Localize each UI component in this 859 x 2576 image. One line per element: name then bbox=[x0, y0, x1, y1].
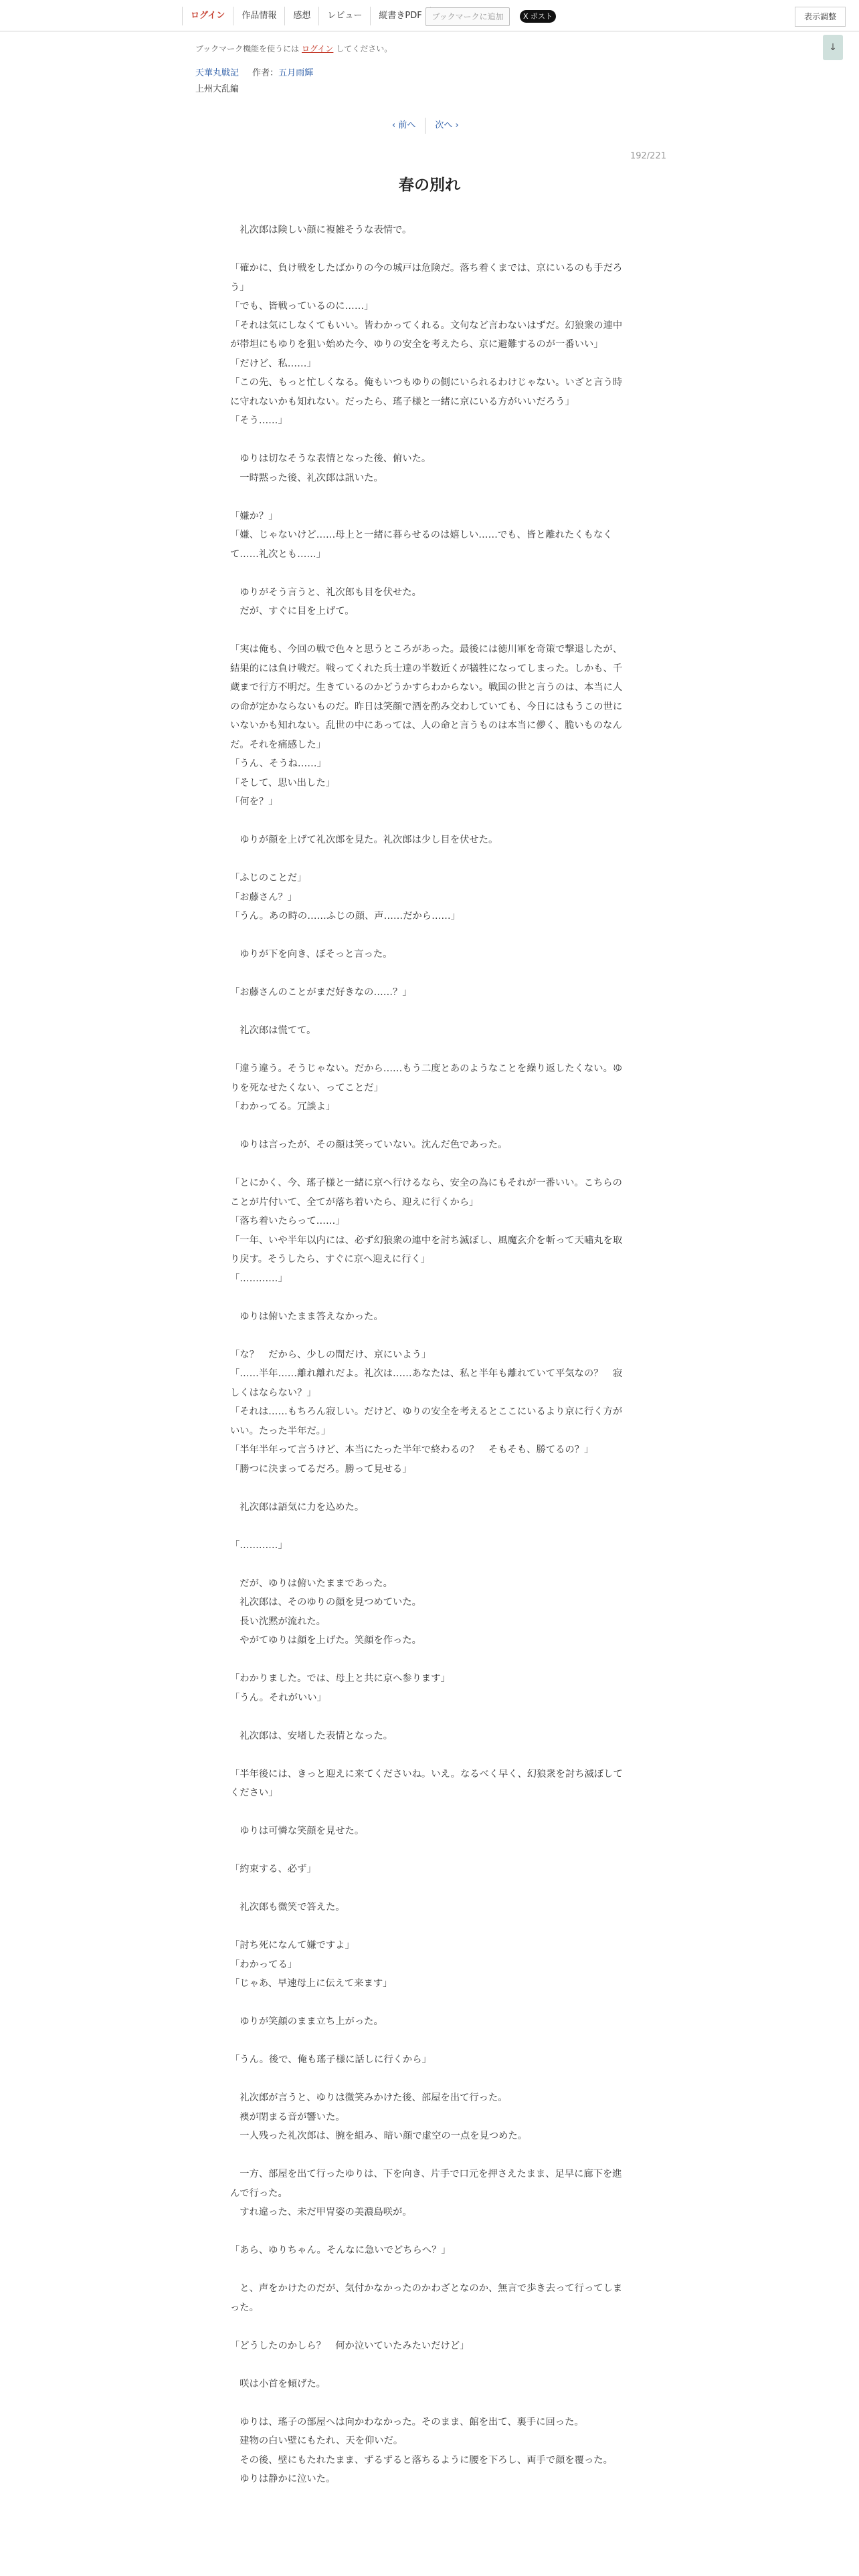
blank-line bbox=[230, 812, 625, 831]
body-paragraph: ゆりが下を向き、ぼそっと言った。 bbox=[230, 949, 393, 960]
body-paragraph: 「そして、思い出した」 bbox=[230, 777, 335, 788]
blank-line bbox=[230, 2032, 625, 2051]
blank-line bbox=[230, 1879, 625, 1899]
bookmark-login-notice bbox=[195, 43, 392, 54]
body-paragraph: ゆりは言ったが、その顔は笑っていない。沈んだ色であった。 bbox=[230, 1140, 508, 1150]
blank-line bbox=[230, 1155, 625, 1174]
blank-line bbox=[230, 2222, 625, 2242]
body-paragraph: 「半年半年って言うけど、本当にたった半年で終わるの？ そもそも、勝てるの？」 bbox=[230, 1444, 594, 1455]
blank-line bbox=[230, 850, 625, 869]
body-paragraph: ゆりは静かに泣いた。 bbox=[230, 2474, 336, 2484]
body-paragraph: 一時黙った後、礼次郎は訊いた。 bbox=[230, 472, 383, 484]
body-paragraph: 一方、部屋を出て行ったゆりは、下を向き、片手で口元を押さえたまま、足早に廊下を進んで行った。 bbox=[230, 2169, 622, 2199]
body-paragraph: ゆりは、瑤子の部屋へは向かわなかった。そのまま、館を出て、裏手に回った。 bbox=[230, 2416, 584, 2428]
body-paragraph: 咲は小首を傾げた。 bbox=[230, 2378, 326, 2389]
blank-line bbox=[230, 1707, 625, 1727]
notice-prefix: ブックマーク機能を使うには bbox=[195, 44, 302, 53]
body-paragraph: 「…………」 bbox=[230, 1273, 288, 1284]
body-paragraph: 「じゃあ、早速母上に伝えて来ます」 bbox=[230, 1978, 393, 1989]
episode-body bbox=[230, 221, 625, 2489]
body-paragraph: 「討ち死になんて嫌ですよ」 bbox=[230, 1940, 355, 1951]
blank-line bbox=[230, 964, 625, 984]
top-bar bbox=[0, 0, 859, 31]
top-nav bbox=[182, 7, 431, 27]
body-paragraph: 「落ち着いたらって……」 bbox=[230, 1216, 345, 1226]
blank-line bbox=[230, 1002, 625, 1022]
body-paragraph: 礼次郎は、安堵した表情となった。 bbox=[230, 1730, 393, 1741]
blank-line bbox=[230, 1479, 625, 1498]
body-paragraph: 「…………」 bbox=[230, 1539, 288, 1551]
body-paragraph: 「な？ だから、少しの間だけ、京にいよう」 bbox=[230, 1349, 432, 1360]
body-paragraph: 「……半年……離れ離れだよ。礼次は……あなたは、私と半年も離れていて平気なの？ 寂しくはならない？」 bbox=[230, 1368, 623, 1398]
body-paragraph: 「うん。それがいい」 bbox=[230, 1692, 326, 1703]
blank-line bbox=[230, 1994, 625, 2013]
body-paragraph: だが、ゆりは俯いたままであった。 bbox=[230, 1578, 393, 1589]
body-paragraph: ゆりは切なそうな表情となった後、俯いた。 bbox=[230, 453, 432, 464]
chapter-name: 上州大乱編 bbox=[195, 84, 240, 94]
body-paragraph: 襖が閉まる音が響いた。 bbox=[230, 2111, 345, 2123]
review-button[interactable]: レビュー bbox=[318, 7, 370, 25]
body-paragraph: 「半年後には、きっと迎えに来てくださいね。いえ。なるべく早く、幻狼衆を討ち滅ぼしてください」 bbox=[230, 1768, 623, 1798]
body-paragraph: 一人残った礼次郎は、腕を組み、暗い顔で虚空の一点を見つめた。 bbox=[230, 2131, 528, 2141]
episode-title: 春の別れ bbox=[399, 177, 460, 194]
body-paragraph: だが、すぐに目を上げて。 bbox=[230, 606, 355, 617]
blank-line bbox=[230, 1555, 625, 1574]
body-paragraph: 「そう……」 bbox=[230, 415, 288, 426]
body-paragraph: 礼次郎も微笑で答えた。 bbox=[230, 1902, 345, 1913]
display-settings-button[interactable]: 表示調整 bbox=[795, 7, 846, 27]
body-paragraph: 建物の白い壁にもたれ、天を仰いだ。 bbox=[230, 2436, 403, 2446]
body-paragraph: 礼次郎は語気に力を込めた。 bbox=[230, 1501, 365, 1513]
body-paragraph: 「わかってる」 bbox=[230, 1959, 298, 1970]
blank-line bbox=[230, 621, 625, 641]
body-paragraph: ゆりがそう言うと、礼次郎も目を伏せた。 bbox=[230, 586, 421, 598]
blank-line bbox=[230, 2146, 625, 2165]
body-paragraph: 「実は俺も、今回の戦で色々と思うところがあった。最後には徳川軍を奇策で撃退したが、結果的には負け戦だ。戦ってくれた兵士達の半数近くが犠牲になってしまった。しかも、千蔵まで行方不明だ。生きているのかどうかすらわからない。戦国の世と言うのは、本当に人の命が定かならないものだ。昨日は笑顔で酒を酌み交わしていても、今日にはもうこの世にいないかも知れない。乱世の中にあっては、人の命と言うものは本当に儚く、脆いものなんだ。それを痛感した」 bbox=[230, 644, 623, 750]
blank-line bbox=[230, 1841, 625, 1860]
scroll-down-icon[interactable]: ↓ bbox=[823, 35, 843, 60]
x-post-button[interactable]: X ポスト bbox=[520, 10, 556, 23]
blank-line bbox=[230, 240, 625, 259]
body-paragraph: 礼次郎は険しい顔に複雑そうな表情で。 bbox=[230, 225, 412, 235]
body-paragraph: 「うん、そうね……」 bbox=[230, 758, 326, 769]
blank-line bbox=[230, 2070, 625, 2089]
blank-line bbox=[230, 564, 625, 583]
body-paragraph: 「違う違う。そうじゃない。だから……もう二度とあのようなことを繰り返したくない。ゆりを死なせたくない、ってことだ」 bbox=[230, 1063, 623, 1093]
body-paragraph: 「それは……もちろん寂しい。だけど、ゆりの安全を考えるとここにいるより京に行く方がいい。たった半年だ。」 bbox=[230, 1406, 623, 1436]
blank-line bbox=[230, 2355, 625, 2375]
vertical-pdf-button[interactable]: 縦書きPDF bbox=[370, 7, 430, 25]
notice-suffix: してください。 bbox=[333, 44, 393, 53]
body-paragraph: 「約束する、必ず」 bbox=[230, 1864, 316, 1874]
body-paragraph: ゆりは俯いたまま答えなかった。 bbox=[230, 1311, 383, 1322]
blank-line bbox=[230, 431, 625, 450]
prev-page-link[interactable]: ‹ 前へ bbox=[392, 120, 416, 130]
body-paragraph: ゆりは可憐な笑顔を見せた。 bbox=[230, 1826, 365, 1836]
body-paragraph: ゆりが笑顔のまま立ち上がった。 bbox=[230, 2016, 383, 2027]
blank-line bbox=[230, 1803, 625, 1822]
body-paragraph: その後、壁にもたれたまま、ずるずると落ちるように腰を下ろし、両手で顔を覆った。 bbox=[230, 2454, 613, 2466]
body-paragraph: 「どうしたのかしら？ 何か泣いていたみたいだけど」 bbox=[230, 2340, 470, 2351]
body-paragraph: 「あら、ゆりちゃん。そんなに急いでどちらへ？」 bbox=[230, 2245, 451, 2256]
blank-line bbox=[230, 1917, 625, 1937]
body-paragraph: 礼次郎は、そのゆりの顔を見つめていた。 bbox=[230, 1597, 421, 1608]
body-paragraph: 「でも、皆戦っているのに……」 bbox=[230, 301, 374, 312]
blank-line bbox=[230, 1288, 625, 1307]
body-paragraph: 「ふじのことだ」 bbox=[230, 873, 307, 883]
impressions-button[interactable]: 感想 bbox=[284, 7, 318, 25]
blank-line bbox=[230, 1745, 625, 1765]
login-button[interactable]: ログイン bbox=[182, 7, 233, 25]
body-paragraph: 「この先、もっと忙しくなる。俺もいつもゆりの側にいられるわけじゃない。いざと言う時に守れないかも知れない。だったら、瑤子様と一緒に京にいる方がいいだろう」 bbox=[230, 377, 623, 407]
author-label: 作者： bbox=[252, 68, 279, 78]
body-paragraph: すれ違った、未だ甲冑姿の美濃島咲が。 bbox=[230, 2207, 412, 2218]
body-paragraph: 「だけど、私……」 bbox=[230, 358, 316, 369]
body-paragraph: 「お藤さんのことがまだ好きなの……？」 bbox=[230, 987, 412, 998]
body-paragraph: 礼次郎は慌てて。 bbox=[230, 1025, 316, 1036]
body-paragraph: 「お藤さん？」 bbox=[230, 891, 298, 903]
pager bbox=[383, 118, 468, 134]
blank-line bbox=[230, 1041, 625, 1060]
body-paragraph: 「嫌か？」 bbox=[230, 510, 278, 522]
body-paragraph: 長い沈黙が流れた。 bbox=[230, 1616, 326, 1627]
body-paragraph: 礼次郎が言うと、ゆりは微笑みかけた後、部屋を出て行った。 bbox=[230, 2092, 508, 2103]
work-meta bbox=[195, 66, 313, 78]
blank-line bbox=[230, 1650, 625, 1670]
blank-line bbox=[230, 2317, 625, 2337]
body-paragraph: 「勝つに決まってるだろ。勝って見せる」 bbox=[230, 1463, 412, 1475]
page-count: 192/221 bbox=[630, 151, 666, 161]
blank-line bbox=[230, 488, 625, 507]
blank-line bbox=[230, 2260, 625, 2280]
body-paragraph: 「確かに、負け戦をしたばかりの今の城戸は危険だ。落ち着くまでは、京にいるのも手だろう」 bbox=[230, 263, 623, 293]
body-paragraph: 「うん。後で、俺も瑤子様に話しに行くから」 bbox=[230, 2054, 432, 2065]
next-page-link[interactable]: 次へ › bbox=[425, 118, 468, 134]
body-paragraph: 「わかりました。では、母上と共に京へ参ります」 bbox=[230, 1673, 450, 1684]
blank-line bbox=[230, 1117, 625, 1136]
body-paragraph: 「嫌、じゃないけど……母上と一緒に暮らせるのは嬉しい……でも、皆と離れたくもなくて……礼次とも……」 bbox=[230, 530, 613, 560]
work-info-button[interactable]: 作品情報 bbox=[233, 7, 284, 25]
notice-login-link[interactable]: ログイン bbox=[301, 44, 334, 53]
body-paragraph: 「何を？」 bbox=[230, 796, 278, 807]
body-paragraph: 「うん。あの時の……ふじの顔、声……だから……」 bbox=[230, 911, 460, 922]
body-paragraph: 「わかってる。冗談よ」 bbox=[230, 1101, 336, 1112]
blank-line bbox=[230, 926, 625, 946]
blank-line bbox=[230, 1517, 625, 1536]
blank-line bbox=[230, 2393, 625, 2413]
body-paragraph: 「それは気にしなくてもいい。皆わかってくれる。文句など言わないはずだ。幻狼衆の連中が帯坦にもゆりを狙い始めた今、ゆりの安全を考えたら、京に避難するのが一番いい」 bbox=[230, 320, 623, 350]
blank-line bbox=[230, 1326, 625, 1346]
body-paragraph: 「一年、いや半年以内には、必ず幻狼衆の連中を討ち滅ぼし、風魔玄介を斬って天嘯丸を取り戻す。そうしたら、すぐに京へ迎えに行く」 bbox=[230, 1235, 623, 1265]
body-paragraph: 「とにかく、今、瑤子様と一緒に京へ行けるなら、安全の為にもそれが一番いい。こちらのことが片付いて、全てが落ち着いたら、迎えに行くから」 bbox=[230, 1178, 622, 1208]
body-paragraph: やがてゆりは顔を上げた。笑顔を作った。 bbox=[230, 1635, 421, 1646]
author-link[interactable]: 五月雨輝 bbox=[278, 68, 314, 78]
body-paragraph: ゆりが顔を上げて礼次郎を見た。礼次郎は少し目を伏せた。 bbox=[230, 835, 498, 845]
bookmark-add-button[interactable]: ブックマークに追加 bbox=[425, 7, 510, 26]
work-title-link[interactable]: 天華丸戦記 bbox=[195, 68, 240, 78]
body-paragraph: と、声をかけたのだが、気付かなかったのかわざとなのか、無言で歩き去って行ってしまった。 bbox=[230, 2283, 623, 2313]
